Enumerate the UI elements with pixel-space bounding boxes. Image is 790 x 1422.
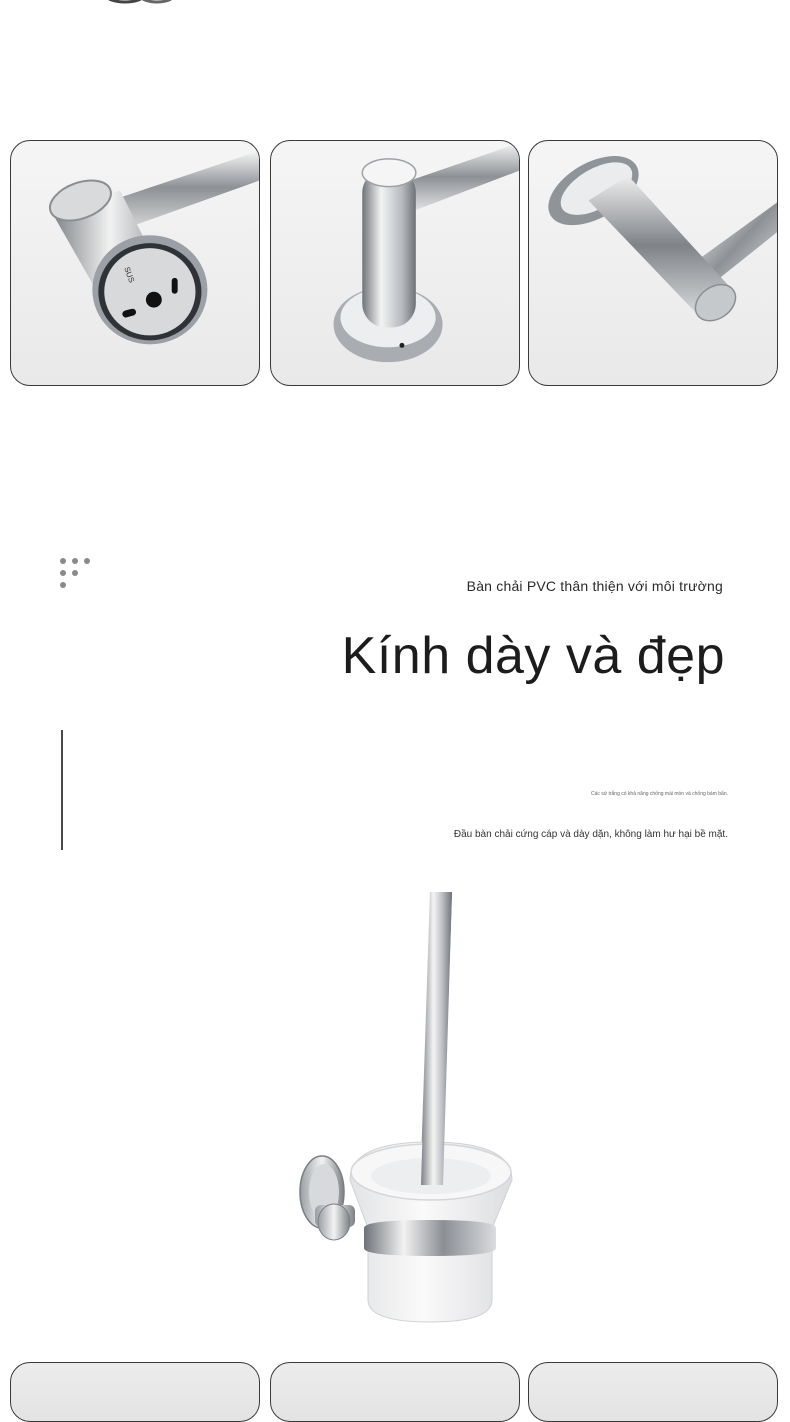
previous-product-fragment bbox=[95, 0, 185, 8]
product-image-toilet-brush-holder bbox=[290, 880, 530, 1330]
vertical-divider bbox=[61, 730, 63, 850]
section-description: Đầu bàn chải cứng cáp và dày dặn, không làm hư hại bề mặt. bbox=[453, 829, 728, 840]
decorative-dots-icon bbox=[60, 558, 96, 594]
detail-image-3 bbox=[528, 140, 778, 386]
section-subtitle: Bàn chải PVC thân thiện với môi trường bbox=[466, 578, 723, 594]
section-title: Kính dày và đẹp bbox=[341, 627, 725, 685]
sus-stamp: SUS bbox=[122, 265, 137, 284]
tiny-note: Các sứ trắng có khả năng chống mài mòn và chống bám bẩn. bbox=[590, 791, 728, 797]
detail-image-4 bbox=[10, 1362, 260, 1422]
detail-image-2 bbox=[270, 140, 520, 386]
detail-image-5 bbox=[270, 1362, 520, 1422]
detail-image-1 bbox=[10, 140, 260, 386]
detail-image-6 bbox=[528, 1362, 778, 1422]
